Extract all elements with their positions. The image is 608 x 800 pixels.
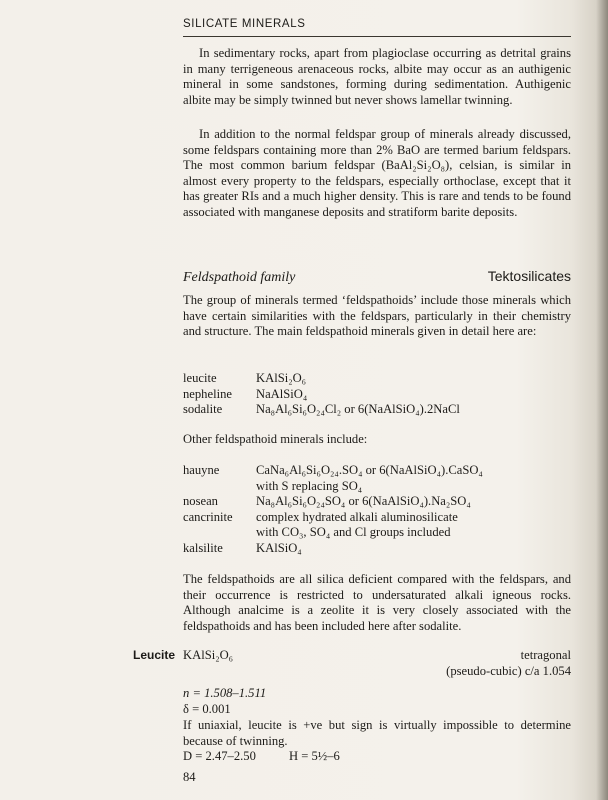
main-mineral-list bbox=[183, 371, 571, 418]
leucite-entry-label: Leucite bbox=[133, 648, 176, 662]
density: D = 2.47–2.50 bbox=[183, 749, 256, 763]
hardness: H = 5½–6 bbox=[289, 749, 340, 763]
mineral-row bbox=[183, 541, 571, 557]
crystal-system-note: (pseudo-cubic) c/a 1.054 bbox=[446, 664, 571, 678]
refractive-index: n = 1.508–1.511 bbox=[183, 686, 267, 700]
mineral-name: nepheline bbox=[183, 386, 232, 401]
mineral-name: cancrinite bbox=[183, 509, 233, 524]
running-head: SILICATE MINERALS bbox=[183, 18, 306, 30]
other-mineral-list bbox=[183, 463, 571, 557]
section-class-label: Tektosilicates bbox=[487, 268, 571, 284]
crystal-system: tetragonal bbox=[520, 648, 571, 662]
paragraph-barium-feldspar: In addition to the normal feldspar group of minerals already discussed, some feldspars containing more than 2% BaO are termed barium feldspars. The most common barium feldspar (BaAl₂Si₂O₈), celsian, is similar in almost every property to the feldspars, especially orthoclase, except that it has greater RIs and a much higher density. This is rare and tends to be found associated with manganese deposits and stratiform barite deposits. bbox=[183, 127, 571, 219]
mineral-row bbox=[183, 463, 571, 494]
mineral-name: leucite bbox=[183, 371, 217, 385]
page-number: 84 bbox=[183, 770, 196, 784]
mineral-formula: NaAlSiO₄ bbox=[256, 386, 308, 401]
birefringence: δ = 0.001 bbox=[183, 702, 231, 716]
mineral-formula: CaNa₆Al₆Si₆O₂₄.SO₄ or 6(NaAlSiO₄).CaSO₄ bbox=[256, 463, 483, 477]
section-title: Feldspathoid family bbox=[183, 270, 296, 285]
leucite-formula: KAlSi₂O₆ bbox=[183, 648, 234, 662]
paragraph-feldspathoid-intro: The group of minerals termed ‘feldspathoids’ include those minerals which have certain similarities with the feldspars, particularly in their chemistry and structure. The main feldspathoid minerals given in detail here are: bbox=[183, 293, 571, 339]
mineral-row bbox=[183, 371, 571, 387]
mineral-name: kalsilite bbox=[183, 540, 223, 555]
mineral-note: with CO₃, SO₄ and Cl groups included bbox=[256, 525, 451, 540]
mineral-row bbox=[183, 494, 571, 510]
header-rule bbox=[183, 36, 571, 37]
other-minerals-heading: Other feldspathoid minerals include: bbox=[183, 432, 368, 446]
paragraph-albite: In sedimentary rocks, apart from plagioclase occurring as detrital grains in many terrigeneous arenaceous rocks, albite may occur as an authigenic mineral in some sandstones, forming during sedimentation. Authigenic albite may be simply twinned but never shows lamellar twinning. bbox=[183, 46, 571, 107]
mineral-note: with S replacing SO₄ bbox=[256, 478, 363, 493]
leucite-sign-note: If uniaxial, leucite is +ve but sign is virtually impossible to determine because of twinning. bbox=[183, 718, 571, 748]
page-gutter-shadow bbox=[596, 0, 608, 800]
mineral-name: nosean bbox=[183, 494, 218, 509]
mineral-formula: complex hydrated alkali aluminosilicate bbox=[256, 509, 458, 524]
mineral-name: sodalite bbox=[183, 402, 223, 417]
paragraph-feldspathoid-summary: The feldspathoids are all silica deficient compared with the feldspars, and their occurrence is restricted to undersaturated alkali igneous rocks. Although analcime is a zeolite it is very closely associated with the feldspathoids and has been included here after sodalite. bbox=[183, 572, 571, 633]
mineral-name: hauyne bbox=[183, 463, 220, 477]
mineral-formula: Na₈Al₆Si₆O₂₄SO₄ or 6(NaAlSiO₄).Na₂SO₄ bbox=[256, 494, 471, 509]
mineral-row bbox=[183, 402, 571, 418]
mineral-formula: KAlSiO₄ bbox=[256, 540, 302, 555]
mineral-formula: KAlSi₂O₆ bbox=[256, 371, 307, 385]
mineral-row bbox=[183, 387, 571, 403]
mineral-row bbox=[183, 510, 571, 541]
section-heading bbox=[183, 268, 571, 286]
mineral-formula: Na₈Al₆Si₆O₂₄Cl₂ or 6(NaAlSiO₄).2NaCl bbox=[256, 402, 460, 417]
